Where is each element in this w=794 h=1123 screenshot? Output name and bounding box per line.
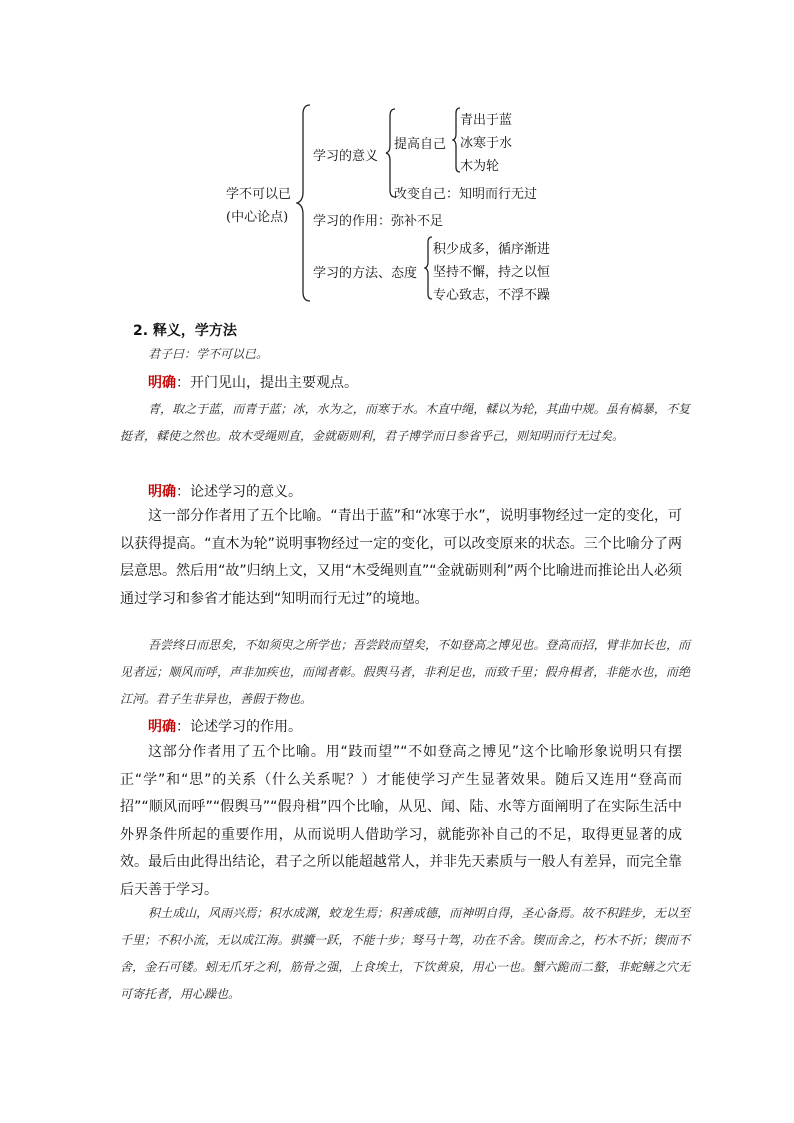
method-item: 坚持不懈，持之以恒 <box>433 265 551 280</box>
improve-item: 冰寒于水 <box>460 136 513 151</box>
clarify-label: 明确 <box>148 375 176 391</box>
improve-label: 提高自己 <box>394 137 447 152</box>
explanation-line <box>148 482 302 502</box>
main-brace <box>296 104 312 302</box>
explanation-line <box>148 373 358 393</box>
analysis-paragraph: 这一部分作者用了五个比喻。“青出于蓝”和“冰寒于水”，说明事物经过一定的变化，可以获得提高。“直木为轮”说明事物经过一定的变化，可以改变原来的状态。三个比喻分了两层意思。然后用“故”归纳上文，又用“木受绳则直”“金就砺则利”两个比喻进而推论出人必须通过学习和参省才能达到“知明而行无过”的境地。 <box>120 508 682 607</box>
improve-item: 木为轮 <box>460 159 500 174</box>
method-item: 专心致志，不浮不躁 <box>433 288 551 303</box>
explanation-line <box>148 717 302 737</box>
method-item: 积少成多，循序渐进 <box>433 242 551 257</box>
function-item: 学习的作用：弥补不足 <box>313 214 444 229</box>
meaning-label: 学习的意义 <box>313 149 379 164</box>
analysis-paragraph: 这部分作者用了五个比喻。用“跂而望”“不如登高之博见”这个比喻形象说明只有摆正“学”和“思”的关系（什么关系呢？）才能使学习产生显著效果。随后又连用“登高而招”“顺风而呼”“假舆马”“假舟楫”四个比喻，从见、闻、陆、水等方面阐明了在实际生活中外界条件所起的重要作用，从而说明人借助学习，就能弥补自己的不足，取得更显著的成效。最后由此得出结论，君子之所以能超越常人，并非先天素质与一般人有差异，而完全靠后天善于学习。 <box>120 744 682 898</box>
clarify-label: 明确 <box>148 484 176 500</box>
classic-text: 君子曰：学不可以已。 <box>148 347 269 361</box>
change-item: 改变自己：知明而行无过 <box>394 187 538 202</box>
explanation-text: ：开门见山，提出主要观点。 <box>176 375 358 391</box>
clarify-label: 明确 <box>148 719 176 735</box>
classic-text: 吾尝终日而思矣，不如须臾之所学也；吾尝跂而望矣，不如登高之博见也。登高而招，臂非加长也，而见者远；顺风而呼，声非加疾也，而闻者彰。假舆马者，非利足也，而致千里；假舟楫者，非能水也，而绝江河。君子生非异也，善假于物也。 <box>120 638 690 706</box>
root-subtitle: (中心论点) <box>226 210 289 225</box>
root-title: 学不可以已 <box>226 187 292 202</box>
explanation-text: ：论述学习的作用。 <box>176 719 302 735</box>
improve-item: 青出于蓝 <box>460 113 513 128</box>
classic-text: 积土成山，风雨兴焉；积水成渊，蛟龙生焉；积善成德，而神明自得，圣心备焉。故不积跬步，无以至千里；不积小流，无以成江海。骐骥一跃，不能十步；驽马十驾，功在不舍。锲而舍之，朽木不折；锲而不舍，金石可镂。蚓无爪牙之利，筋骨之强，上食埃土，下饮黄泉，用心一也。蟹六跪而二螯，非蛇鳝之穴无可寄托者，用心躁也。 <box>120 906 690 1001</box>
explanation-text: ：论述学习的意义。 <box>176 484 302 500</box>
classic-text: 青，取之于蓝，而青于蓝；冰，水为之，而寒于水。木直中绳，輮以为轮，其曲中规。虽有槁暴，不复挺者，輮使之然也。故木受绳则直，金就砺则利，君子博学而日参省乎己，则知明而行无过矣。 <box>120 402 690 443</box>
section-heading: 2. 释义，学方法 <box>133 323 237 339</box>
method-label: 学习的方法、态度 <box>313 266 418 281</box>
